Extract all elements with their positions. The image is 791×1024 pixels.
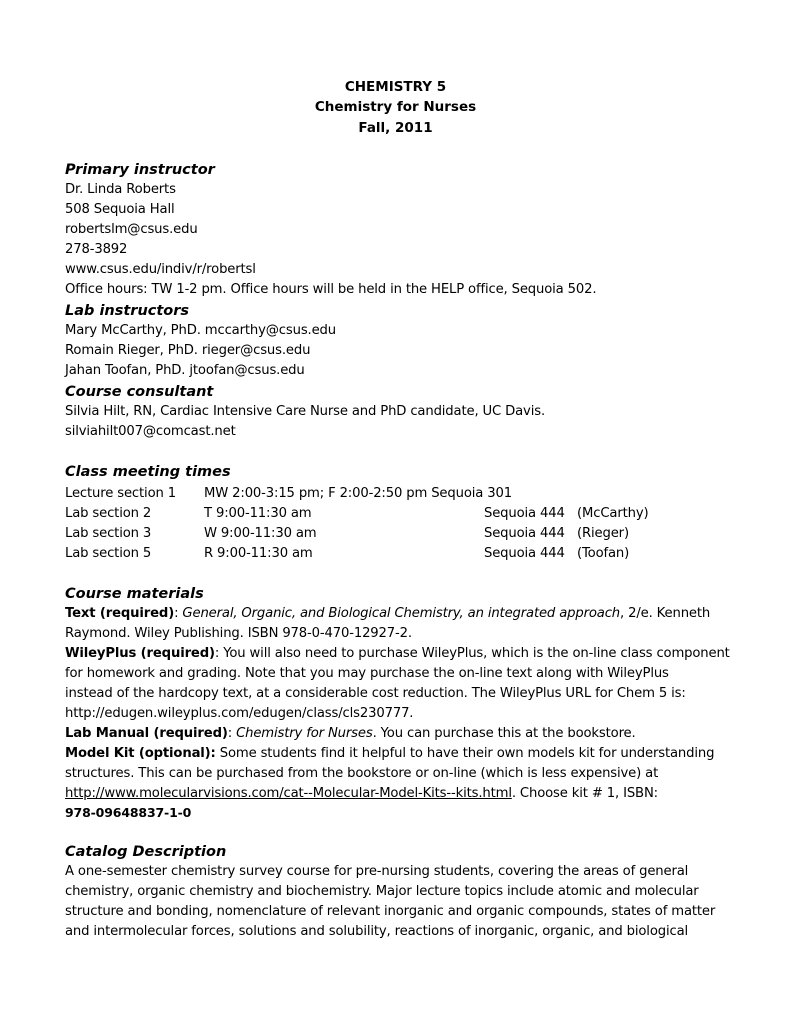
- course-consultant-heading: Course consultant: [65, 384, 214, 400]
- instructor-name: Dr. Linda Roberts: [65, 182, 176, 197]
- schedule-time: R 9:00-11:30 am: [204, 546, 313, 561]
- model-kit-link-line: [65, 784, 658, 804]
- wileyplus-text: for homework and grading. Note that you may purchase the on-line text along with WileyPlus: [65, 666, 669, 681]
- schedule-section: Lab section 3: [65, 526, 152, 541]
- text-colon: :: [174, 606, 183, 621]
- model-kit-text: structures. This can be purchased from the bookstore or on-line (which is less expensive) at: [65, 766, 659, 781]
- lab-instructor-item: Jahan Toofan, PhD. jtoofan@csus.edu: [65, 363, 305, 378]
- lab-manual-title: Chemistry for Nurses: [236, 726, 373, 741]
- schedule-instructor: (Rieger): [577, 526, 629, 541]
- schedule-section: Lab section 2: [65, 506, 152, 521]
- lab-instructor-item: Mary McCarthy, PhD. mccarthy@csus.edu: [65, 323, 336, 338]
- class-meeting-times-heading: Class meeting times: [65, 464, 231, 480]
- schedule-room: Sequoia 444: [484, 526, 565, 541]
- course-code: CHEMISTRY 5: [344, 79, 447, 95]
- instructor-office: 508 Sequoia Hall: [65, 202, 175, 217]
- schedule-section: Lab section 5: [65, 546, 152, 561]
- office-hours: Office hours: TW 1-2 pm. Office hours will be held in the HELP office, Sequoia 502.: [65, 282, 597, 297]
- model-kit-text: Some students find it helpful to have their own models kit for understanding: [215, 746, 715, 761]
- wileyplus-label: WileyPlus (required): [65, 646, 215, 661]
- catalog-description-line: and intermolecular forces, solutions and solubility, reactions of inorganic, organic, and biological: [65, 924, 689, 939]
- schedule-room: Sequoia 444: [484, 546, 565, 561]
- schedule-room: Sequoia 444: [484, 506, 565, 521]
- wileyplus-text: instead of the hardcopy text, at a considerable cost reduction. The WileyPlus URL for Chem 5 is:: [65, 686, 686, 701]
- instructor-website: www.csus.edu/indiv/r/robertsl: [65, 262, 256, 277]
- text-required-label: Text (required): [65, 606, 175, 621]
- course-name: Chemistry for Nurses: [314, 99, 477, 115]
- textbook-publisher: Raymond. Wiley Publishing. ISBN 978-0-470-12927-2.: [65, 626, 412, 641]
- lab-manual-label: Lab Manual (required): [65, 726, 228, 741]
- model-kit-label: Model Kit (optional):: [65, 746, 216, 761]
- lab-manual-line: [65, 724, 636, 744]
- wileyplus-line: [65, 644, 730, 664]
- course-materials-heading: Course materials: [65, 586, 204, 602]
- consultant-line: Silvia Hilt, RN, Cardiac Intensive Care Nurse and PhD candidate, UC Davis.: [65, 404, 545, 419]
- textbook-title: General, Organic, and Biological Chemistry, an integrated approach: [182, 606, 621, 621]
- schedule-instructor: (McCarthy): [577, 506, 649, 521]
- schedule-section: Lecture section 1: [65, 486, 176, 501]
- model-kit-isbn-label: . Choose kit # 1, ISBN:: [511, 786, 658, 801]
- course-term: Fall, 2011: [358, 120, 433, 136]
- model-kit-link[interactable]: http://www.molecularvisions.com/cat--Molecular-Model-Kits--kits.html: [65, 786, 512, 801]
- instructor-phone: 278-3892: [65, 242, 128, 257]
- lab-instructor-item: Romain Rieger, PhD. rieger@csus.edu: [65, 343, 311, 358]
- wileyplus-text: : You will also need to purchase WileyPlus, which is the on-line class component: [214, 646, 730, 661]
- schedule-time: MW 2:00-3:15 pm; F 2:00-2:50 pm Sequoia 301: [204, 486, 512, 501]
- lab-manual-colon: :: [227, 726, 237, 741]
- wileyplus-url: http://edugen.wileyplus.com/edugen/class/cls230777.: [65, 706, 414, 721]
- catalog-description-line: A one-semester chemistry survey course for pre-nursing students, covering the areas of general: [65, 864, 689, 879]
- instructor-email: robertslm@csus.edu: [65, 222, 198, 237]
- catalog-description-line: chemistry, organic chemistry and biochemistry. Major lecture topics include atomic and molecular: [65, 884, 699, 899]
- schedule-time: T 9:00-11:30 am: [204, 506, 312, 521]
- consultant-email: silviahilt007@comcast.net: [65, 424, 236, 439]
- model-kit-line: [65, 744, 714, 764]
- textbook-edition: , 2/e. Kenneth: [620, 606, 711, 621]
- text-required-line: [65, 604, 710, 624]
- catalog-description-heading: Catalog Description: [65, 844, 227, 860]
- lab-manual-text: . You can purchase this at the bookstore.: [372, 726, 636, 741]
- model-kit-isbn: 978-09648837-1-0: [65, 805, 192, 820]
- catalog-description-line: structure and bonding, nomenclature of relevant inorganic and organic compounds, states of matter: [65, 904, 716, 919]
- schedule-instructor: (Toofan): [577, 546, 630, 561]
- lab-instructors-heading: Lab instructors: [65, 303, 190, 319]
- schedule-time: W 9:00-11:30 am: [204, 526, 317, 541]
- primary-instructor-heading: Primary instructor: [65, 162, 215, 178]
